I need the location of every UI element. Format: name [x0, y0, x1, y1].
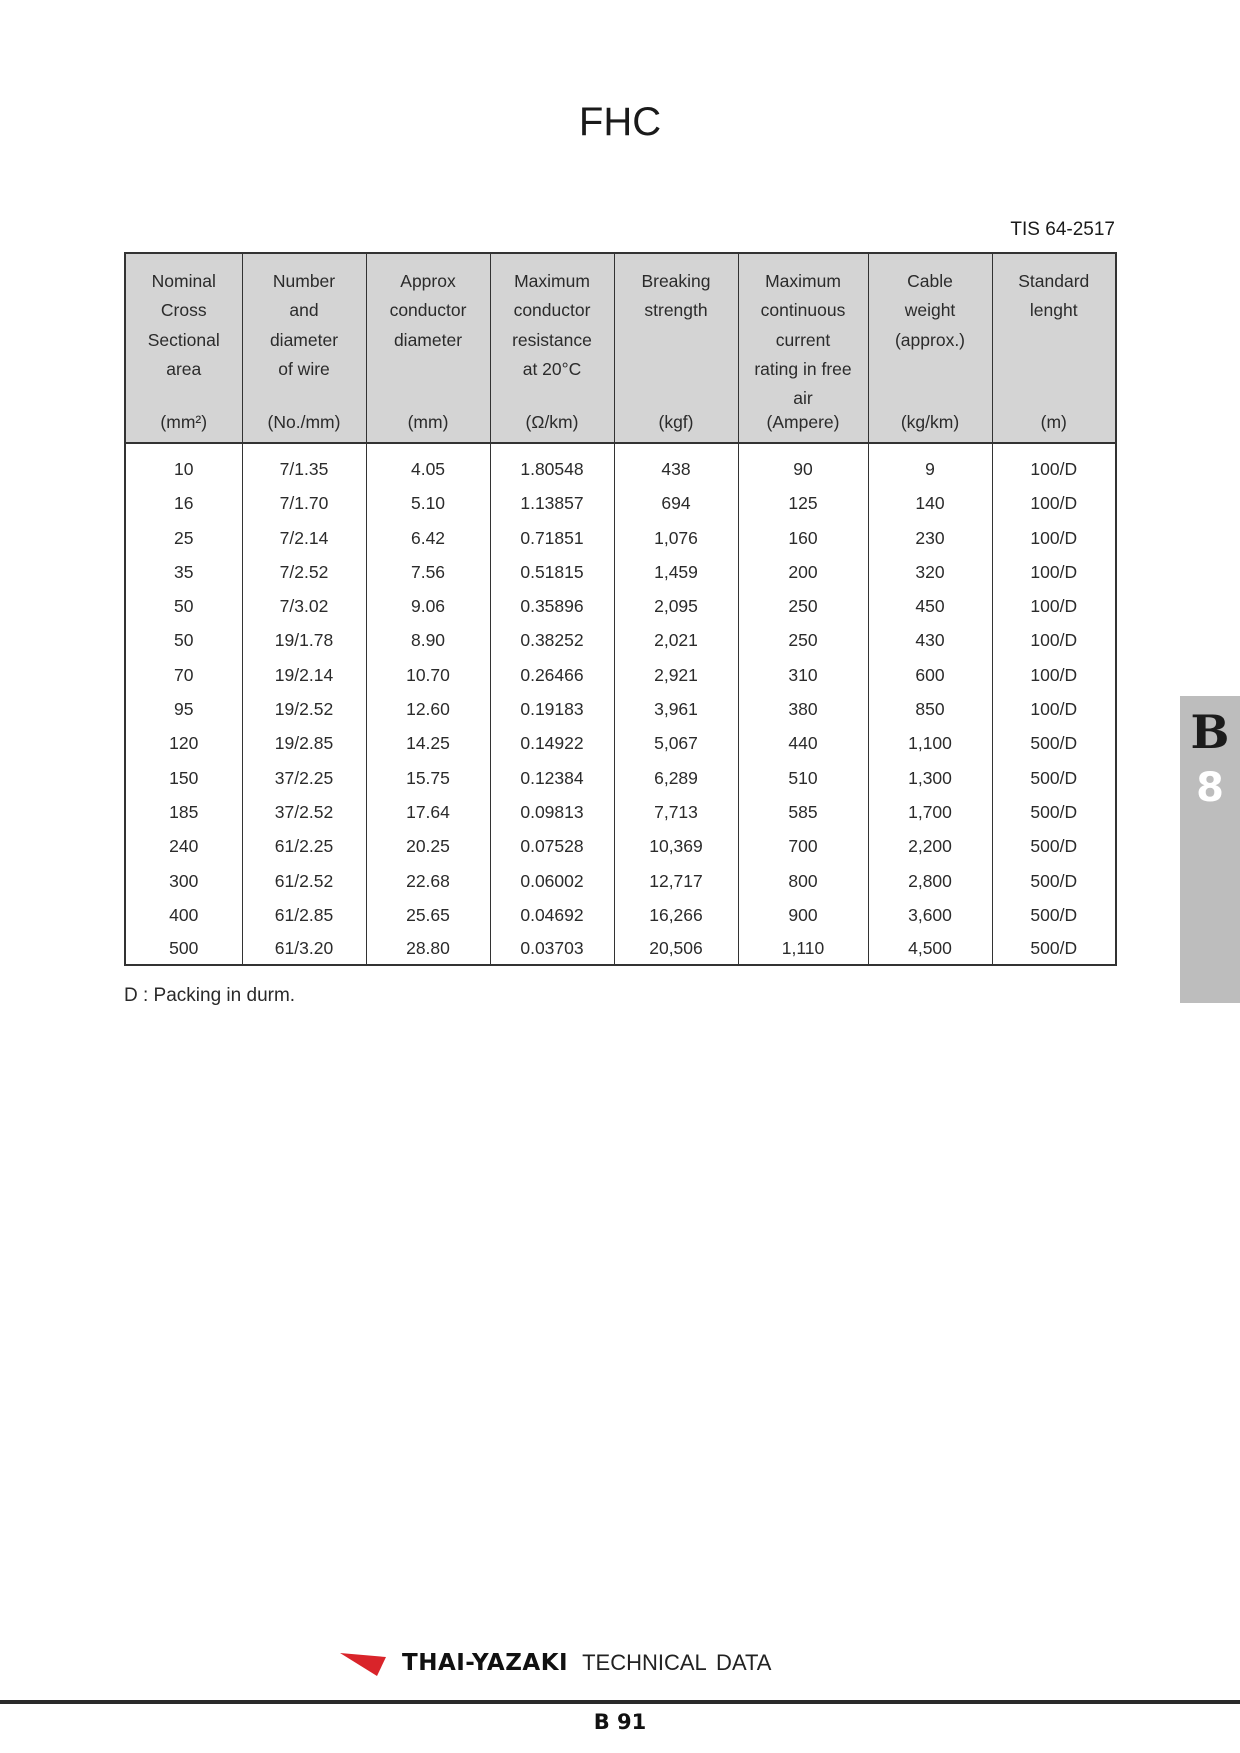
column-header-line: area	[166, 358, 202, 379]
column-header-line: continuous	[760, 300, 846, 321]
table-cell: 61/2.52	[242, 864, 366, 898]
table-cell: 7/3.02	[242, 589, 366, 623]
table-body	[125, 443, 1116, 965]
column-unit: (kgf)	[658, 412, 694, 432]
table-row	[125, 726, 1116, 760]
column-header-line: Nominal	[151, 271, 216, 291]
column-header-line: Standard	[1018, 271, 1090, 291]
table-cell: 100/D	[992, 555, 1116, 589]
column-header-line: strength	[644, 300, 708, 321]
table-row	[125, 932, 1116, 965]
table-row	[125, 795, 1116, 829]
column-header-line: (approx.)	[894, 329, 966, 350]
table-cell: 10.70	[366, 658, 490, 692]
table-row	[125, 521, 1116, 555]
column-header	[868, 253, 992, 443]
footer-brand	[340, 1646, 771, 1680]
table-row	[125, 692, 1116, 726]
table-cell: 1,076	[614, 521, 738, 555]
table-row	[125, 898, 1116, 932]
column-unit: (mm²)	[160, 412, 208, 432]
table-cell: 6.42	[366, 521, 490, 555]
column-header	[614, 253, 738, 443]
table-cell: 230	[868, 521, 992, 555]
page-number: B 91	[593, 1710, 647, 1734]
column-header-line: Maximum	[765, 271, 841, 291]
table-cell: 500/D	[992, 761, 1116, 795]
table-cell: 15.75	[366, 761, 490, 795]
section-letter: B	[1190, 705, 1230, 759]
table-cell: 17.64	[366, 795, 490, 829]
table-cell: 500/D	[992, 864, 1116, 898]
column-header-line: conductor	[389, 300, 467, 321]
table-cell: 7/2.52	[242, 555, 366, 589]
table-row	[125, 658, 1116, 692]
table-cell: 440	[738, 726, 868, 760]
table-cell: 100/D	[992, 486, 1116, 520]
table-cell: 310	[738, 658, 868, 692]
table-cell: 380	[738, 692, 868, 726]
table-cell: 0.38252	[490, 623, 614, 657]
table-cell: 0.12384	[490, 761, 614, 795]
table-cell: 2,021	[614, 623, 738, 657]
table-cell: 700	[738, 829, 868, 863]
table-cell: 1.80548	[490, 443, 614, 486]
table-cell: 37/2.52	[242, 795, 366, 829]
column-header-line: Breaking	[641, 271, 711, 291]
table-cell: 1,100	[868, 726, 992, 760]
table-cell: 0.26466	[490, 658, 614, 692]
table-cell: 100/D	[992, 692, 1116, 726]
table-cell: 500	[125, 932, 242, 965]
table-cell: 300	[125, 864, 242, 898]
column-unit: (mm)	[407, 412, 449, 432]
column-header	[125, 253, 242, 443]
table-cell: 900	[738, 898, 868, 932]
table-cell: 500/D	[992, 932, 1116, 965]
column-header-line: conductor	[513, 300, 591, 321]
table-cell: 850	[868, 692, 992, 726]
column-header-line: Cable	[907, 271, 953, 291]
table-cell: 70	[125, 658, 242, 692]
table-cell: 50	[125, 623, 242, 657]
table-cell: 14.25	[366, 726, 490, 760]
column-unit: (Ampere)	[766, 412, 840, 432]
table-cell: 35	[125, 555, 242, 589]
table-cell: 140	[868, 486, 992, 520]
table-cell: 450	[868, 589, 992, 623]
column-header-line: rating in free	[754, 358, 852, 379]
table-cell: 240	[125, 829, 242, 863]
column-header-line: at 20°C	[522, 358, 582, 379]
table-cell: 4,500	[868, 932, 992, 965]
table-cell: 10,369	[614, 829, 738, 863]
table-row	[125, 761, 1116, 795]
column-unit: (Ω/km)	[525, 412, 579, 432]
table-cell: 10	[125, 443, 242, 486]
table-row	[125, 486, 1116, 520]
column-header-line: current	[775, 329, 831, 350]
table-cell: 37/2.25	[242, 761, 366, 795]
column-header-line: lenght	[1029, 300, 1078, 321]
table-cell: 120	[125, 726, 242, 760]
table-cell: 1,110	[738, 932, 868, 965]
column-header-line: air	[793, 388, 813, 409]
table-cell: 500/D	[992, 726, 1116, 760]
table-cell: 500/D	[992, 898, 1116, 932]
table-cell: 0.03703	[490, 932, 614, 965]
column-unit: (m)	[1040, 412, 1067, 432]
table-cell: 0.14922	[490, 726, 614, 760]
column-header-line: Maximum	[514, 271, 590, 291]
table-cell: 22.68	[366, 864, 490, 898]
table-cell: 4.05	[366, 443, 490, 486]
table-cell: 61/2.85	[242, 898, 366, 932]
column-header	[366, 253, 490, 443]
table-cell: 7.56	[366, 555, 490, 589]
table-cell: 9	[868, 443, 992, 486]
column-header-line: of wire	[278, 358, 330, 379]
table-cell: 5,067	[614, 726, 738, 760]
table-cell: 7/1.70	[242, 486, 366, 520]
column-header-line: Approx	[400, 271, 456, 291]
table-cell: 19/2.85	[242, 726, 366, 760]
packing-note: D : Packing in durm.	[124, 985, 296, 1006]
table-row	[125, 589, 1116, 623]
table-cell: 8.90	[366, 623, 490, 657]
column-header	[242, 253, 366, 443]
column-header	[490, 253, 614, 443]
brand-name: THAI-YAZAKI	[402, 1650, 569, 1676]
table-cell: 1,700	[868, 795, 992, 829]
table-cell: 250	[738, 623, 868, 657]
table-cell: 2,200	[868, 829, 992, 863]
table-cell: 2,921	[614, 658, 738, 692]
table-cell: 25	[125, 521, 242, 555]
table-cell: 100/D	[992, 658, 1116, 692]
table-cell: 1,300	[868, 761, 992, 795]
table-cell: 0.07528	[490, 829, 614, 863]
table-cell: 19/2.52	[242, 692, 366, 726]
table-cell: 16	[125, 486, 242, 520]
table-cell: 0.06002	[490, 864, 614, 898]
table-row	[125, 864, 1116, 898]
table-cell: 61/3.20	[242, 932, 366, 965]
table-cell: 150	[125, 761, 242, 795]
table-cell: 20.25	[366, 829, 490, 863]
table-cell: 0.35896	[490, 589, 614, 623]
footer-divider	[0, 1700, 1240, 1704]
table-cell: 100/D	[992, 443, 1116, 486]
table-cell: 3,600	[868, 898, 992, 932]
table-cell: 0.09813	[490, 795, 614, 829]
table-cell: 0.04692	[490, 898, 614, 932]
table-cell: 500/D	[992, 795, 1116, 829]
table-cell: 50	[125, 589, 242, 623]
table-cell: 9.06	[366, 589, 490, 623]
table-cell: 100/D	[992, 623, 1116, 657]
table-cell: 1.13857	[490, 486, 614, 520]
table-cell: 200	[738, 555, 868, 589]
table-cell: 19/2.14	[242, 658, 366, 692]
table-cell: 185	[125, 795, 242, 829]
table-cell: 3,961	[614, 692, 738, 726]
table-cell: 510	[738, 761, 868, 795]
table-row	[125, 555, 1116, 589]
table-cell: 20,506	[614, 932, 738, 965]
table-cell: 250	[738, 589, 868, 623]
column-header-line: Cross	[160, 300, 207, 321]
table-cell: 0.51815	[490, 555, 614, 589]
column-header	[992, 253, 1116, 443]
table-cell: 5.10	[366, 486, 490, 520]
table-cell: 1,459	[614, 555, 738, 589]
table-cell: 694	[614, 486, 738, 520]
table-cell: 430	[868, 623, 992, 657]
table-cell: 7,713	[614, 795, 738, 829]
table-cell: 7/2.14	[242, 521, 366, 555]
table-cell: 0.19183	[490, 692, 614, 726]
column-header-line: Sectional	[147, 329, 220, 350]
column-unit: (kg/km)	[900, 412, 960, 432]
table-cell: 160	[738, 521, 868, 555]
table-cell: 800	[738, 864, 868, 898]
table-cell: 12,717	[614, 864, 738, 898]
table-cell: 19/1.78	[242, 623, 366, 657]
table-header	[125, 253, 1116, 443]
table-cell: 7/1.35	[242, 443, 366, 486]
table-cell: 12.60	[366, 692, 490, 726]
table-cell: 61/2.25	[242, 829, 366, 863]
table-cell: 28.80	[366, 932, 490, 965]
table-cell: 100/D	[992, 589, 1116, 623]
table-row	[125, 829, 1116, 863]
table-cell: 2,095	[614, 589, 738, 623]
table-row	[125, 623, 1116, 657]
column-unit: (No./mm)	[267, 412, 341, 432]
table-row	[125, 443, 1116, 486]
column-header-line: diameter	[269, 329, 339, 350]
section-tab	[1180, 696, 1240, 1003]
section-number: 8	[1196, 765, 1224, 811]
column-header-line: diameter	[393, 329, 463, 350]
header-row	[125, 253, 1116, 443]
table-cell: 90	[738, 443, 868, 486]
table-cell: 320	[868, 555, 992, 589]
table-cell: 585	[738, 795, 868, 829]
table-cell: 0.71851	[490, 521, 614, 555]
table-cell: 95	[125, 692, 242, 726]
table-cell: 438	[614, 443, 738, 486]
brand-tagline: TECHNICAL DATA	[582, 1650, 772, 1675]
table-cell: 6,289	[614, 761, 738, 795]
column-header-line: and	[289, 300, 319, 321]
table-cell: 600	[868, 658, 992, 692]
table-cell: 100/D	[992, 521, 1116, 555]
red-swoosh-logo-icon	[340, 1649, 386, 1677]
table-cell: 500/D	[992, 829, 1116, 863]
table-cell: 2,800	[868, 864, 992, 898]
table-cell: 16,266	[614, 898, 738, 932]
page-title: FHC	[578, 100, 662, 144]
column-header	[738, 253, 868, 443]
cable-spec-table	[124, 252, 1117, 966]
column-header-line: Number	[272, 271, 336, 291]
column-header-line: weight	[904, 300, 956, 321]
table-cell: 25.65	[366, 898, 490, 932]
column-header-line: resistance	[512, 329, 592, 350]
table-cell: 125	[738, 486, 868, 520]
standard-reference: TIS 64-2517	[1010, 219, 1115, 240]
table-cell: 400	[125, 898, 242, 932]
